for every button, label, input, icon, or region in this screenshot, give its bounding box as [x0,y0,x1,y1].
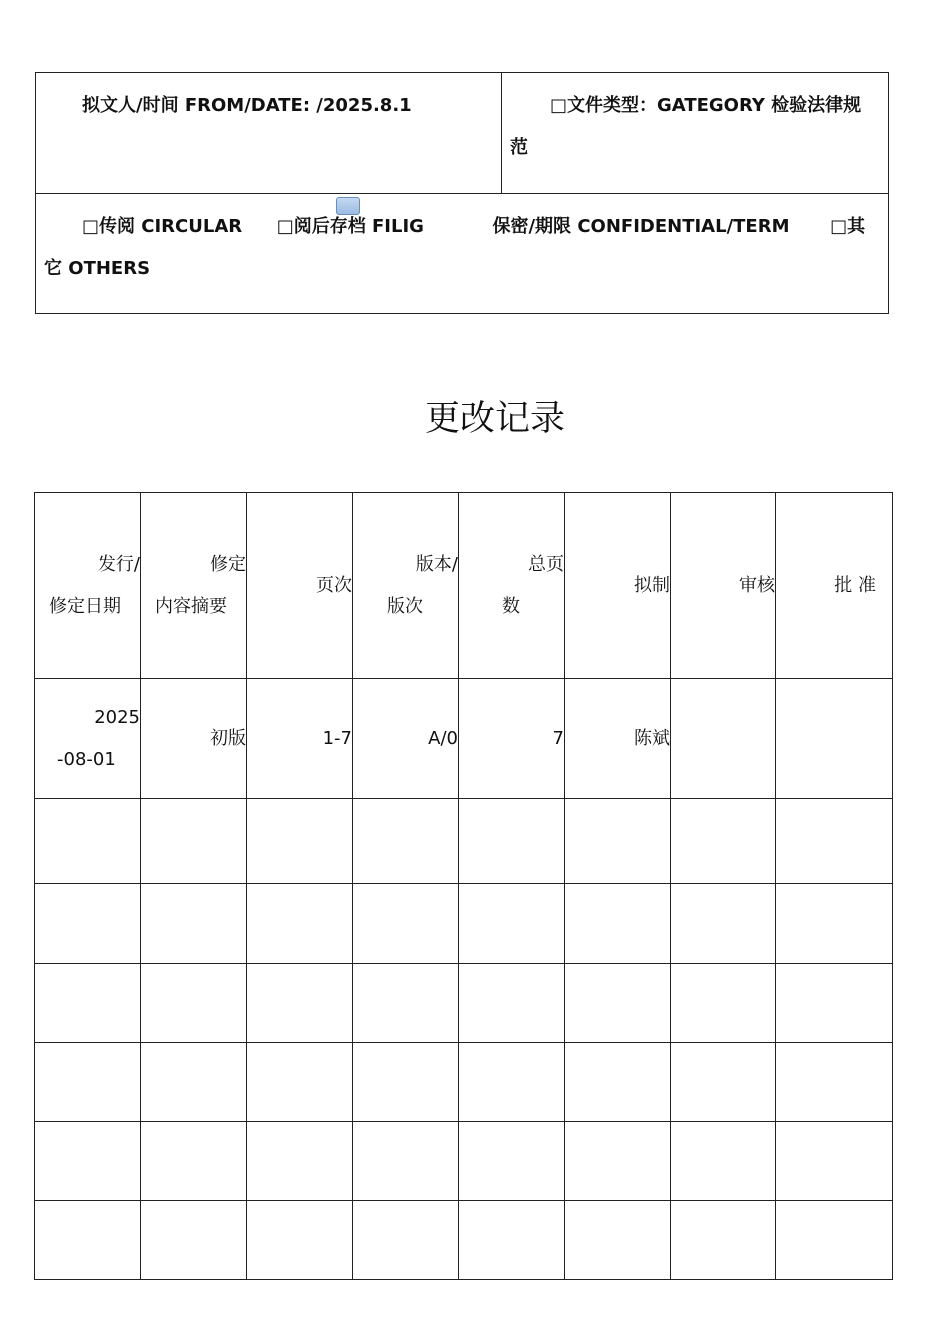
cell-page [247,884,353,964]
cell-issue-date [35,1043,141,1122]
cell-reviewed-by [671,799,776,884]
header-issue-date [35,493,141,679]
header-prepared-by [565,493,671,679]
header-issue-date-line2: 修定日期 [49,595,121,617]
cell-reviewed-by [671,1122,776,1201]
header-row-author-category [36,73,888,194]
cell-version [353,799,459,884]
cell-page [247,1201,353,1280]
cell-text: 初版 [210,727,246,749]
cell-total-pages [459,1043,565,1122]
circular-checkbox-label[interactable]: □传阅 CIRCULAR [82,216,243,237]
cell-page [247,1122,353,1201]
change-record-table [34,492,893,1280]
table-row [35,1122,893,1201]
cell-version [353,964,459,1043]
header-page [247,493,353,679]
header-row [35,493,893,679]
cell-issue-date [35,1122,141,1201]
header-reviewed-by [671,493,776,679]
filing-checkbox-label[interactable]: □阅后存档 FILIG [276,216,424,237]
cell-text: 2025 [94,706,140,728]
cell-issue-date [35,964,141,1043]
cell-version [353,884,459,964]
cell-issue-date [35,799,141,884]
circulation-options-line2: 它 OTHERS [44,258,151,279]
cell-reviewed-by [671,884,776,964]
category-text-line1: □文件类型：GATEGORY 检验法律规 [550,95,862,116]
cell-issue-date [35,884,141,964]
cell-total-pages [459,1122,565,1201]
cell-revision-summary [141,799,247,884]
cell-revision-summary [141,1122,247,1201]
cell-page [247,1043,353,1122]
header-reviewed-by-label: 审核 [739,574,775,596]
cell-reviewed-by [671,964,776,1043]
cell-revision-summary [141,964,247,1043]
cell-prepared-by [565,964,671,1043]
cell-prepared-by [565,1122,671,1201]
author-date-cell [36,73,502,193]
cell-reviewed-by [671,1201,776,1280]
cell-text: 7 [552,727,564,749]
others-checkbox-label[interactable]: □其 [830,216,866,237]
category-text-line2: 范 [510,137,528,158]
header-approved-by [776,493,893,679]
cell-approved-by [776,884,893,964]
header-row-circulation [36,194,888,313]
header-revision-summary-line2: 内容摘要 [155,595,227,617]
header-total-pages-line1: 总页 [528,553,564,575]
header-version-line2: 版次 [387,595,423,617]
circulation-options-line1 [82,206,865,248]
header-total-pages-line2: 数 [502,595,520,617]
cell-text: 1-7 [322,727,352,749]
cell-total-pages [459,964,565,1043]
table-row [35,679,893,799]
cell-revision-summary [141,679,247,799]
header-issue-date-line1: 发行/ [97,553,140,575]
cell-issue-date [35,679,141,799]
confidential-term-label: 保密/期限 CONFIDENTIAL/TERM [492,216,790,237]
cell-text: -08-01 [57,748,116,770]
cell-approved-by [776,679,893,799]
cell-total-pages [459,679,565,799]
table-row [35,1043,893,1122]
cell-prepared-by [565,884,671,964]
cell-page [247,679,353,799]
header-prepared-by-label: 拟制 [634,574,670,596]
cell-prepared-by [565,799,671,884]
table-row [35,1201,893,1280]
cell-total-pages [459,884,565,964]
cell-approved-by [776,1043,893,1122]
page-title: 更改记录 [424,399,565,439]
header-version-line1: 版本/ [415,553,458,575]
cell-prepared-by [565,1201,671,1280]
category-cell [502,73,888,193]
author-date-text: 拟文人/时间 FROM/DATE: /2025.8.1 [82,95,412,116]
cell-version [353,1043,459,1122]
header-total-pages [459,493,565,679]
cell-prepared-by [565,1043,671,1122]
table-row [35,799,893,884]
cell-revision-summary [141,1201,247,1280]
document-header-box [35,72,889,314]
table-row [35,884,893,964]
cell-version [353,1122,459,1201]
cell-text: A/0 [428,727,458,749]
cell-page [247,799,353,884]
cell-revision-summary [141,1043,247,1122]
cell-version [353,679,459,799]
cell-issue-date [35,1201,141,1280]
change-record-body [35,493,893,1280]
cell-approved-by [776,799,893,884]
cell-version [353,1201,459,1280]
header-approved-by-label: 批 准 [834,574,876,596]
cell-revision-summary [141,884,247,964]
cell-approved-by [776,1122,893,1201]
header-page-label: 页次 [316,574,352,596]
header-version [353,493,459,679]
table-row [35,964,893,1043]
header-revision-summary-line1: 修定 [210,553,246,575]
cell-reviewed-by [671,1043,776,1122]
cell-page [247,964,353,1043]
cell-reviewed-by [671,679,776,799]
cell-text: 陈斌 [634,727,670,749]
cell-prepared-by [565,679,671,799]
header-revision-summary [141,493,247,679]
cell-approved-by [776,1201,893,1280]
cell-total-pages [459,1201,565,1280]
cell-approved-by [776,964,893,1043]
cell-total-pages [459,799,565,884]
